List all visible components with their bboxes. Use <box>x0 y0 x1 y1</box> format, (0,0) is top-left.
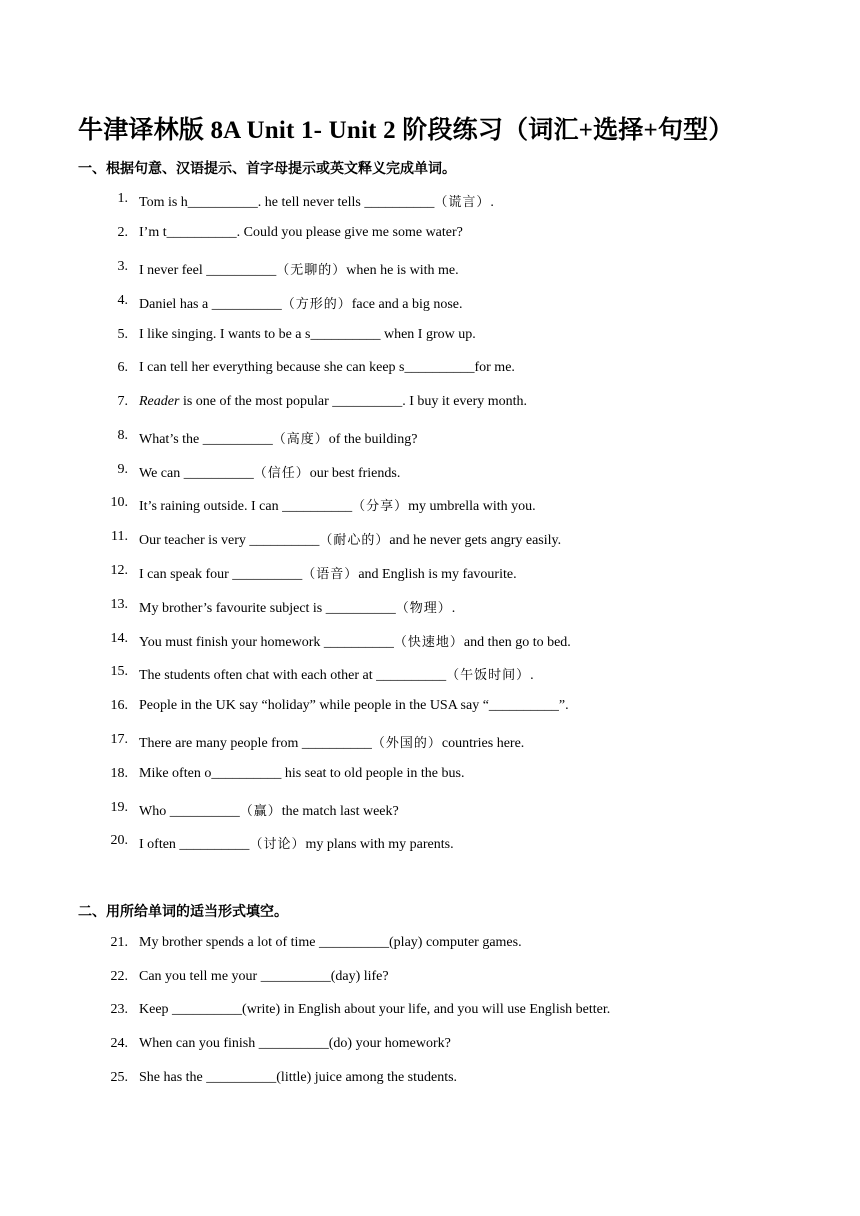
question-after: . <box>451 601 456 616</box>
question-number: 11. <box>111 529 128 544</box>
question-2 <box>0 225 860 247</box>
question-before: People in the UK say “holiday” while people in the USA say “__________”. <box>139 698 569 713</box>
section-1-heading: 一、根据句意、汉语提示、首字母提示或英文释义完成单词。 <box>78 160 456 176</box>
question-18 <box>0 766 860 788</box>
question-21 <box>0 935 860 957</box>
question-before: Daniel has a __________ <box>139 297 282 312</box>
question-number: 21. <box>110 935 128 950</box>
question-text <box>139 428 417 448</box>
question-before: I never feel __________ <box>139 263 277 278</box>
question-text <box>139 698 569 714</box>
question-10 <box>0 495 860 517</box>
question-number: 25. <box>110 1070 128 1085</box>
question-number: 13. <box>110 597 128 612</box>
question-15 <box>0 664 860 686</box>
question-12 <box>0 563 860 585</box>
question-after: and then go to bed. <box>463 635 571 650</box>
chinese-hint: （赢） <box>239 804 282 819</box>
question-after: and English is my favourite. <box>358 567 517 582</box>
question-number: 4. <box>117 293 128 308</box>
question-text <box>139 394 527 410</box>
question-text <box>139 462 400 482</box>
question-16 <box>0 698 860 720</box>
question-text <box>139 259 459 279</box>
question-9 <box>0 462 860 484</box>
question-number: 1. <box>117 191 128 206</box>
chinese-hint: （快速地） <box>393 635 464 650</box>
chinese-hint: （谎言） <box>434 195 491 210</box>
question-before: Mike often o__________ his seat to old people in the bus. <box>139 766 465 781</box>
question-number: 7. <box>117 394 128 409</box>
question-before: I like singing. I wants to be a s__________ when I grow up. <box>139 327 476 342</box>
question-before: There are many people from __________ <box>139 736 372 751</box>
question-13 <box>0 597 860 619</box>
question-number: 19. <box>110 800 128 815</box>
question-8 <box>0 428 860 450</box>
question-text <box>139 664 534 684</box>
question-before: We can __________ <box>139 466 254 481</box>
question-text <box>139 293 463 313</box>
question-text <box>139 327 476 343</box>
question-after: my plans with my parents. <box>305 837 454 852</box>
question-number: 9. <box>117 462 128 477</box>
chinese-hint: （讨论） <box>249 837 306 852</box>
chinese-hint: （无聊的） <box>276 263 347 278</box>
magazine-title: Reader <box>139 394 180 409</box>
question-5 <box>0 327 860 349</box>
question-6 <box>0 360 860 382</box>
question-after: and he never gets angry easily. <box>389 533 562 548</box>
question-text <box>139 732 524 752</box>
chinese-hint: （物理） <box>395 601 452 616</box>
question-3 <box>0 259 860 281</box>
question-before: What’s the __________ <box>139 432 273 447</box>
question-after: my umbrella with you. <box>408 499 536 514</box>
question-17 <box>0 732 860 754</box>
question-number: 16. <box>110 698 128 713</box>
question-after: our best friends. <box>309 466 401 481</box>
question-after: when he is with me. <box>346 263 459 278</box>
question-23 <box>0 1002 860 1024</box>
question-before: I often __________ <box>139 837 250 852</box>
question-19 <box>0 800 860 822</box>
question-text <box>139 631 571 651</box>
question-text: Keep __________(write) in English about your life, and you will use English better. <box>139 1002 611 1017</box>
chinese-hint: （语音） <box>302 567 359 582</box>
question-number: 22. <box>110 969 128 984</box>
question-after: . <box>490 195 494 210</box>
question-before: is one of the most popular __________. I buy it every month. <box>179 394 528 409</box>
question-text: She has the __________(little) juice among the students. <box>139 1070 458 1085</box>
question-24 <box>0 1036 860 1058</box>
chinese-hint: （午饭时间） <box>446 668 531 683</box>
question-text <box>139 563 517 583</box>
question-text <box>139 766 464 782</box>
question-text <box>139 833 454 853</box>
chinese-hint: （信任） <box>253 466 310 481</box>
question-number: 3. <box>117 259 128 274</box>
question-number: 15. <box>110 664 128 679</box>
question-number: 14. <box>110 631 128 646</box>
chinese-hint: （方形的） <box>281 297 352 312</box>
section-2-heading: 二、用所给单词的适当形式填空。 <box>78 903 288 919</box>
question-1 <box>0 191 860 213</box>
question-number: 6. <box>117 360 128 375</box>
question-14 <box>0 631 860 653</box>
question-after: the match last week? <box>281 804 399 819</box>
question-number: 23. <box>110 1002 128 1017</box>
question-after: of the building? <box>328 432 418 447</box>
question-text <box>139 225 463 241</box>
chinese-hint: （外国的） <box>371 736 442 751</box>
question-before: My brother’s favourite subject is __________ <box>139 601 396 616</box>
question-text <box>139 529 561 549</box>
question-20 <box>0 833 860 855</box>
question-before: It’s raining outside. I can __________ <box>139 499 353 514</box>
question-before: Our teacher is very __________ <box>139 533 320 548</box>
question-25 <box>0 1070 860 1092</box>
question-after: countries here. <box>441 736 525 751</box>
chinese-hint: （分享） <box>352 499 409 514</box>
question-text <box>139 360 515 376</box>
question-22 <box>0 969 860 991</box>
question-text: My brother spends a lot of time __________(play) computer games. <box>139 935 522 950</box>
question-number: 2. <box>117 225 128 240</box>
question-after: . <box>530 668 534 683</box>
question-number: 18. <box>110 766 128 781</box>
question-before: I can speak four __________ <box>139 567 303 582</box>
question-text: When can you finish __________(do) your homework? <box>139 1036 451 1051</box>
chinese-hint: （耐心的） <box>319 533 390 548</box>
question-text: Can you tell me your __________(day) life? <box>139 969 389 984</box>
question-11 <box>0 529 860 551</box>
question-4 <box>0 293 860 315</box>
question-text <box>139 597 455 617</box>
question-number: 24. <box>110 1036 128 1051</box>
question-before: I’m t__________. Could you please give me some water? <box>139 225 463 240</box>
question-after: face and a big nose. <box>351 297 463 312</box>
question-before: Tom is h__________. he tell never tells __________ <box>139 195 435 210</box>
question-before: You must finish your homework __________ <box>139 635 394 650</box>
question-number: 5. <box>117 327 128 342</box>
question-text <box>139 800 399 820</box>
question-number: 20. <box>110 833 128 848</box>
question-number: 8. <box>117 428 128 443</box>
question-number: 12. <box>110 563 128 578</box>
question-number: 10. <box>110 495 128 510</box>
chinese-hint: （高度） <box>272 432 329 447</box>
question-before: Who __________ <box>139 804 240 819</box>
question-7 <box>0 394 860 416</box>
question-before: The students often chat with each other at __________ <box>139 668 447 683</box>
page-title: 牛津译林版 8A Unit 1- Unit 2 阶段练习（词汇+选择+句型） <box>78 117 734 144</box>
question-before: I can tell her everything because she can keep s__________for me. <box>139 360 515 375</box>
question-text <box>139 191 494 211</box>
question-number: 17. <box>110 732 128 747</box>
question-text <box>139 495 536 515</box>
